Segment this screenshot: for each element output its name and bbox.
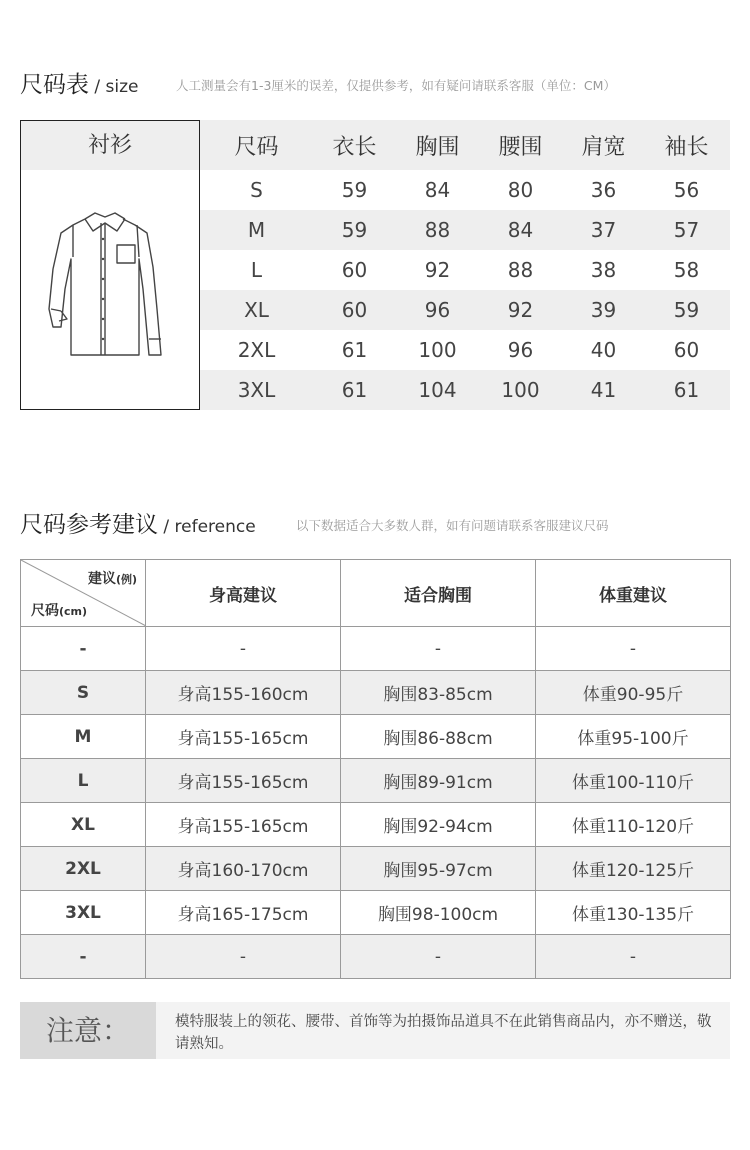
table-row xyxy=(21,671,731,715)
value-cell: 38 xyxy=(590,258,617,282)
value-cell: 59 xyxy=(341,218,368,242)
value-cell: 39 xyxy=(590,298,617,322)
header-cell: 肩宽 xyxy=(581,134,626,160)
value-cell: 60 xyxy=(341,258,368,282)
corner-cell xyxy=(21,560,146,627)
height-cell: 身高160-170cm xyxy=(146,847,341,891)
value-cell: 88 xyxy=(507,258,534,282)
value-cell: 59 xyxy=(341,178,368,202)
value-cell: 88 xyxy=(424,218,451,242)
shirt-illustration-box xyxy=(20,120,200,410)
notice-label: 注意： xyxy=(20,1002,156,1059)
chest-cell: 胸围98-100cm xyxy=(341,891,536,935)
value-cell: 61 xyxy=(341,338,368,362)
size-cell: M xyxy=(21,715,146,759)
value-cell: 84 xyxy=(424,178,451,202)
table-row xyxy=(21,891,731,935)
weight-cell: 体重130-135斤 xyxy=(536,891,731,935)
height-cell: 身高155-165cm xyxy=(146,715,341,759)
weight-cell: - xyxy=(536,627,731,671)
height-cell: 身高165-175cm xyxy=(146,891,341,935)
value-cell: 60 xyxy=(341,298,368,322)
value-cell: 100 xyxy=(501,378,540,402)
height-cell: - xyxy=(146,627,341,671)
chest-cell: 胸围89-91cm xyxy=(341,759,536,803)
size-cell: L xyxy=(250,258,263,282)
size-cell: 2XL xyxy=(21,847,146,891)
table-row xyxy=(200,330,730,370)
chest-cell: 胸围83-85cm xyxy=(341,671,536,715)
table-row xyxy=(21,759,731,803)
corner-bottom-label: 尺码(cm) xyxy=(31,603,88,619)
chest-cell: - xyxy=(341,627,536,671)
header-cell: 衣长 xyxy=(332,134,377,160)
size-cell: - xyxy=(21,627,146,671)
size-cell: S xyxy=(250,178,263,202)
table-row xyxy=(200,170,730,210)
size-cell: S xyxy=(21,671,146,715)
size-cell: 2XL xyxy=(237,338,276,362)
header-cell: 胸围 xyxy=(415,134,460,160)
table-row xyxy=(200,370,730,410)
size-table xyxy=(200,120,730,410)
size-cell: 3XL xyxy=(237,378,276,402)
table-row xyxy=(200,290,730,330)
value-cell: 100 xyxy=(418,338,457,362)
chest-cell: 胸围92-94cm xyxy=(341,803,536,847)
height-cell: - xyxy=(146,935,341,979)
weight-cell: - xyxy=(536,935,731,979)
height-cell: 身高155-160cm xyxy=(146,671,341,715)
value-cell: 59 xyxy=(673,298,700,322)
reference-title-en: / reference xyxy=(158,517,256,537)
size-title-en: / size xyxy=(89,77,139,97)
size-cell: XL xyxy=(244,298,269,322)
size-section-title xyxy=(20,66,139,99)
height-cell: 身高155-165cm xyxy=(146,803,341,847)
notice-box xyxy=(20,1002,730,1059)
chest-cell: - xyxy=(341,935,536,979)
size-cell: - xyxy=(21,935,146,979)
value-cell: 92 xyxy=(424,258,451,282)
height-cell: 身高155-165cm xyxy=(146,759,341,803)
value-cell: 40 xyxy=(590,338,617,362)
table-row xyxy=(21,803,731,847)
table-row xyxy=(21,715,731,759)
header-cell: 适合胸围 xyxy=(341,560,536,627)
value-cell: 96 xyxy=(507,338,534,362)
value-cell: 61 xyxy=(341,378,368,402)
corner-top-label: 建议(例) xyxy=(87,571,137,587)
chest-cell: 胸围86-88cm xyxy=(341,715,536,759)
table-row xyxy=(21,627,731,671)
value-cell: 61 xyxy=(673,378,700,402)
value-cell: 84 xyxy=(507,218,534,242)
reference-section-note: 以下数据适合大多数人群，如有问题请联系客服建议尺码 xyxy=(296,518,609,533)
value-cell: 96 xyxy=(424,298,451,322)
header-cell: 体重建议 xyxy=(536,560,731,627)
header-cell: 袖长 xyxy=(664,134,709,160)
shirt-icon xyxy=(43,209,167,359)
size-cell: M xyxy=(247,218,266,242)
size-cell: L xyxy=(21,759,146,803)
size-title-cn: 尺码表 xyxy=(20,72,89,98)
value-cell: 36 xyxy=(590,178,617,202)
table-row xyxy=(21,935,731,979)
weight-cell: 体重100-110斤 xyxy=(536,759,731,803)
chest-cell: 胸围95-97cm xyxy=(341,847,536,891)
size-table-header xyxy=(200,120,730,170)
value-cell: 57 xyxy=(673,218,700,242)
weight-cell: 体重110-120斤 xyxy=(536,803,731,847)
header-cell: 腰围 xyxy=(498,134,543,160)
value-cell: 80 xyxy=(507,178,534,202)
weight-cell: 体重90-95斤 xyxy=(536,671,731,715)
reference-header-row xyxy=(21,560,731,627)
reference-title-cn: 尺码参考建议 xyxy=(20,512,158,538)
table-row xyxy=(200,250,730,290)
reference-section-title xyxy=(20,506,256,539)
size-cell: XL xyxy=(21,803,146,847)
value-cell: 58 xyxy=(673,258,700,282)
table-row xyxy=(200,210,730,250)
size-section-note: 人工测量会有1-3厘米的误差，仅提供参考，如有疑问请联系客服（单位：CM） xyxy=(176,78,616,93)
weight-cell: 体重120-125斤 xyxy=(536,847,731,891)
reference-table xyxy=(20,559,731,979)
table-row xyxy=(21,847,731,891)
notice-text: 模特服装上的领花、腰带、首饰等为拍摄饰品道具不在此销售商品内，亦不赠送，敬请熟知。 xyxy=(175,1014,712,1052)
value-cell: 60 xyxy=(673,338,700,362)
product-label: 衬衫 xyxy=(21,121,199,170)
value-cell: 41 xyxy=(590,378,617,402)
header-cell: 尺码 xyxy=(234,134,279,160)
value-cell: 92 xyxy=(507,298,534,322)
value-cell: 104 xyxy=(418,378,457,402)
value-cell: 37 xyxy=(590,218,617,242)
value-cell: 56 xyxy=(673,178,700,202)
header-cell: 身高建议 xyxy=(146,560,341,627)
weight-cell: 体重95-100斤 xyxy=(536,715,731,759)
size-cell: 3XL xyxy=(21,891,146,935)
